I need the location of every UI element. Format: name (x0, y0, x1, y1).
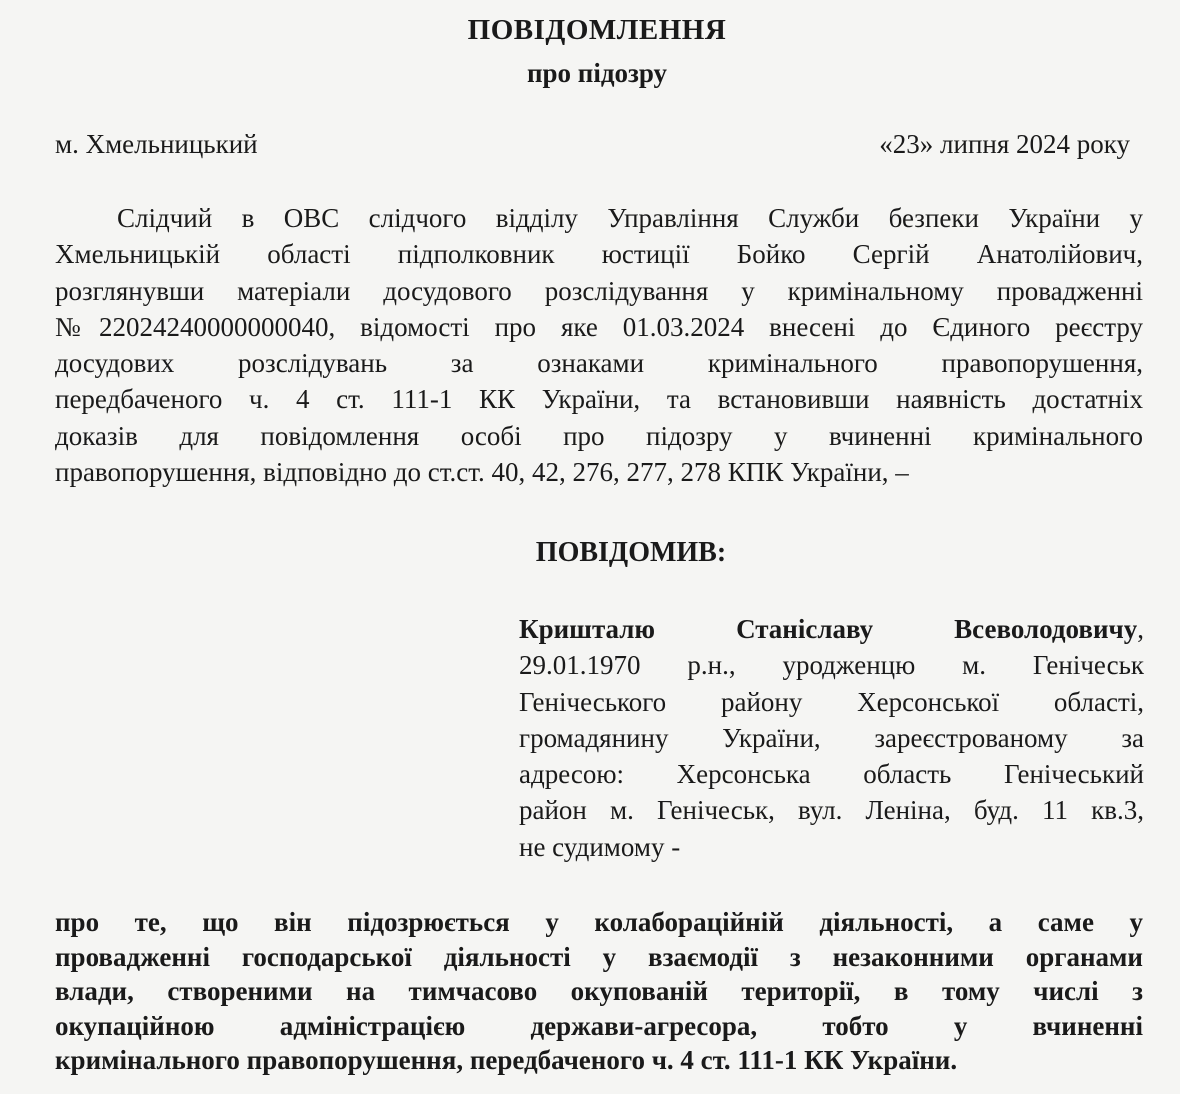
suspect-name-line: Кришталю Станіславу Всеволодовичу, (519, 614, 1144, 644)
suspect-line: 29.01.1970 р.н., уродженцю м. Генічеськ (519, 650, 1144, 681)
intro-line: доказів для повідомлення особі про підозру у вчиненні кримінального (55, 420, 1143, 451)
suspect-line: громадянину України, зареєстрованому за (519, 722, 1144, 753)
intro-line: Слідчий в ОВС слідчого відділу Управління Служби безпеки України у (117, 203, 1143, 233)
intro-line: досудових розслідувань за ознаками кримінального правопорушення, (55, 348, 1143, 379)
intro-line: розглянувши матеріали досудового розслідування у кримінальному провадженні (55, 275, 1143, 306)
suspect-block (519, 611, 1144, 865)
suspicion-line: окупаційною адміністрацією держави-агресора, тобто у вчиненні (55, 1010, 1143, 1041)
intro-paragraph (55, 200, 1143, 490)
document-subtitle: про підозру (526, 58, 668, 88)
document-title: ПОВІДОМЛЕННЯ (467, 14, 727, 46)
suspicion-line: влади, створеними на тимчасово окупованій території, в тому числі з (55, 976, 1143, 1006)
suspect-line: адресою: Херсонська область Генічеський (519, 759, 1144, 790)
intro-line: №22024240000000040, відомості про яке 01.03.2024 внесені до Єдиного реєстру (55, 311, 1143, 342)
suspect-line: Генічеського району Херсонської області, (519, 686, 1144, 717)
suspect-name: Кришталю Станіславу Всеволодовичу (519, 614, 1138, 644)
suspicion-line: кримінального правопорушення, передбаченого ч. 4 ст. 111-1 КК України. (55, 1045, 958, 1075)
suspicion-line: провадженні господарської діяльності у взаємодії з незаконними органами (55, 941, 1143, 972)
intro-line: Хмельницькій області підполковник юстиції Бойко Сергій Анатолійович, (55, 239, 1143, 270)
intro-line: передбаченого ч. 4 ст. 111-1 КК України, та встановивши наявність достатніх (55, 384, 1143, 415)
suspicion-line: про те, що він підозрюється у колабораційній діяльності, а саме у (55, 907, 1143, 937)
announced-heading: ПОВІДОМИВ: (535, 537, 727, 568)
document-date: «23» липня 2024 року (879, 129, 1130, 159)
document-place: м. Хмельницький (55, 129, 258, 159)
suspicion-paragraph (55, 905, 1143, 1078)
intro-line: правопорушення, відповідно до ст.ст. 40, 42, 276, 277, 278 КПК України, – (55, 457, 909, 488)
suspect-line: не судимому - (519, 831, 681, 862)
suspect-line: район м. Генічеськ, вул. Леніна, буд. 11 кв.3, (519, 795, 1144, 826)
